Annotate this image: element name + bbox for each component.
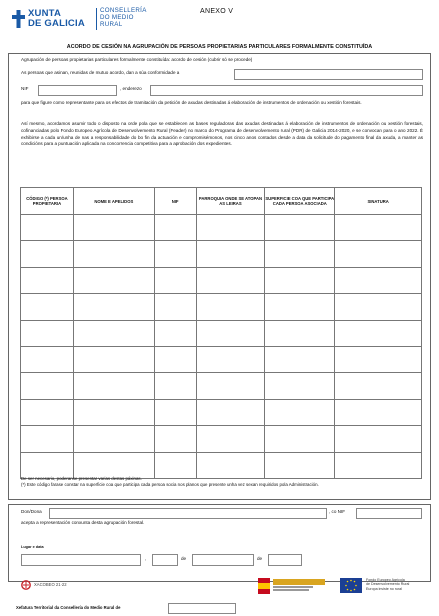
table-cell[interactable] <box>73 346 154 372</box>
col-header-name: NOME E APELIDOS <box>73 188 154 215</box>
logo-line2: DE GALICIA <box>28 18 85 29</box>
accept-text: acepta a representación conxunta desta agrupación forestal. <box>21 520 145 525</box>
date-sep2: de <box>181 556 187 561</box>
logo-line1: XUNTA <box>28 8 62 19</box>
table-cell[interactable] <box>265 215 335 241</box>
table-cell[interactable] <box>335 267 422 293</box>
table-row <box>21 452 422 478</box>
table-cell[interactable] <box>73 241 154 267</box>
table-cell[interactable] <box>154 267 196 293</box>
table-cell[interactable] <box>73 267 154 293</box>
intro-para1: para que figure como representante para os efectos de tramitación da petición de axudas destinadas á elaboración de instrumentos de ordenación ou xestión forestais. <box>21 100 362 105</box>
table-row <box>21 267 422 293</box>
date-sep1: , <box>145 556 147 561</box>
xacobeo-logo-icon <box>21 580 31 590</box>
note-line1: De ser necesario, poderanse presentar varias destas páxinas. <box>21 476 142 481</box>
representative-fullname-input[interactable] <box>49 508 327 519</box>
table-cell[interactable] <box>21 426 74 452</box>
eu-text <box>366 578 409 591</box>
don-dona-label: Don/Dona <box>21 509 42 514</box>
table-cell[interactable] <box>196 373 265 399</box>
note-line2: (*) Este código farase constar na superficie coa que participa cada persoa socia nos planos que presente unha vez sexan requiridos pola Administración. <box>21 482 319 487</box>
table-cell[interactable] <box>196 452 265 478</box>
col-header-surface: SUPERFICIE COA QUE PARTICIPA CADA PERSOA ASOCIADA <box>265 188 335 215</box>
table-cell[interactable] <box>196 399 265 425</box>
date-sep3: de <box>257 556 263 561</box>
rep-nif-label: , co NIF <box>329 509 346 514</box>
rep-nif-input[interactable] <box>356 508 422 519</box>
col-header-parish: PARROQUIA ONDE SE ATOPAN AS LEIRAS <box>196 188 265 215</box>
table-cell[interactable] <box>196 215 265 241</box>
dept-line2: DO MEDIO <box>100 14 134 21</box>
intro-line2: As persoas que asinan, reunidas de mutuo acordo, dan a súa conformidade a <box>21 70 180 75</box>
table-cell[interactable] <box>73 320 154 346</box>
table-cell[interactable] <box>21 320 74 346</box>
table-cell[interactable] <box>21 399 74 425</box>
table-cell[interactable] <box>73 426 154 452</box>
spain-emblem <box>258 578 270 594</box>
table-cell[interactable] <box>335 346 422 372</box>
annex-label: ANEXO V <box>200 8 234 15</box>
table-cell[interactable] <box>21 241 74 267</box>
table-cell[interactable] <box>21 373 74 399</box>
table-row <box>21 241 422 267</box>
table-cell[interactable] <box>154 373 196 399</box>
table-cell[interactable] <box>335 399 422 425</box>
table-row <box>21 346 422 372</box>
table-cell[interactable] <box>73 452 154 478</box>
address-label: , enderezo <box>120 86 142 91</box>
table-cell[interactable] <box>196 320 265 346</box>
table-cell[interactable] <box>154 426 196 452</box>
table-cell[interactable] <box>196 267 265 293</box>
logo-divider <box>96 8 97 30</box>
table-row <box>21 294 422 320</box>
intro-para2: Así mesmo, acordamos asumir todo o disposto na orde pola que se establecen as bases reguladoras das axudas destinadas á elaboración de instrumentos de ordenación ou xestión forestais, cofinanciadas polo Fondo Europeo Agrícola de Desenvolvemento Rural (Feader) no marco do Programa de desenvolvemento rural (PDR) de Galicia 2014-2020, e se convocan para o ano 2022. É exhibirse a cada un/unha de nas a responsabilidade do bo fin da actuación e compromisémonos, nos cinco anos contados desde a data da solicitude do pagamento final da axuda, a manter as condicións para a puntuación aplicada na concorrencia competitiva para a aprobación dos expedientes. <box>21 121 423 147</box>
table-cell[interactable] <box>265 373 335 399</box>
xunta-logo <box>12 8 114 30</box>
table-row <box>21 399 422 425</box>
table-cell[interactable] <box>335 426 422 452</box>
territorial-office-input[interactable] <box>168 603 236 614</box>
table-cell[interactable] <box>265 294 335 320</box>
dept-line1: CONSELLERÍA <box>100 7 147 14</box>
table-cell[interactable] <box>21 267 74 293</box>
table-cell[interactable] <box>265 267 335 293</box>
month-input[interactable] <box>192 554 254 566</box>
table-cell[interactable] <box>154 215 196 241</box>
table-cell[interactable] <box>196 241 265 267</box>
year-input[interactable] <box>268 554 302 566</box>
table-cell[interactable] <box>196 426 265 452</box>
xacobeo-text: XACOBEO 21·22 <box>34 582 67 587</box>
table-cell[interactable] <box>335 452 422 478</box>
table-cell[interactable] <box>335 241 422 267</box>
col-header-signature: SINATURA <box>335 188 422 215</box>
eu-stars-icon <box>340 578 362 593</box>
table-row <box>21 320 422 346</box>
table-cell[interactable] <box>265 346 335 372</box>
dept-line3: RURAL <box>100 21 123 28</box>
table-cell[interactable] <box>154 399 196 425</box>
table-cell[interactable] <box>265 426 335 452</box>
table-cell[interactable] <box>196 294 265 320</box>
territorial-office-label: Xefatura Territorial da Consellería do Medio Rural de <box>16 605 121 610</box>
eu-flag <box>340 578 362 593</box>
table-cell[interactable] <box>154 294 196 320</box>
place-date-label: Lugar e data <box>21 545 44 549</box>
table-cell[interactable] <box>73 373 154 399</box>
table-cell[interactable] <box>335 215 422 241</box>
table-cell[interactable] <box>73 399 154 425</box>
page-title: ACORDO DE CESIÓN NA AGRUPACIÓN DE PERSOAS PROPIETARIAS PARTICULARES FORMALMENTE CONSTITUÍDA <box>66 44 373 50</box>
table-cell[interactable] <box>154 241 196 267</box>
eu-text1: Fondo Europeo Agrícola <box>366 578 405 582</box>
table-cell[interactable] <box>265 452 335 478</box>
col-header-code: CÓDIGO (*) PERSOA PROPIETARIA <box>21 188 74 215</box>
table-cell[interactable] <box>21 452 74 478</box>
table-cell[interactable] <box>196 346 265 372</box>
cross-emblem-icon <box>12 10 25 28</box>
table-cell[interactable] <box>265 399 335 425</box>
table-cell[interactable] <box>21 346 74 372</box>
table-cell[interactable] <box>335 373 422 399</box>
owners-table <box>20 187 422 479</box>
table-row <box>21 373 422 399</box>
table-cell[interactable] <box>335 294 422 320</box>
ministry-logo <box>273 579 325 593</box>
table-row <box>21 215 422 241</box>
eu-text3: Europa inviste no rural <box>366 586 402 591</box>
place-input[interactable] <box>21 554 141 566</box>
intro-line1: Agrupación de persoas propietarias particulares formalmente constituída: acordo de cesión (cubrir só se procede) <box>21 57 253 62</box>
table-cell[interactable] <box>335 320 422 346</box>
nif-input[interactable] <box>38 85 117 96</box>
table-cell[interactable] <box>73 294 154 320</box>
table-cell[interactable] <box>21 215 74 241</box>
table-cell[interactable] <box>154 452 196 478</box>
representative-name-input[interactable] <box>234 69 423 80</box>
table-row <box>21 426 422 452</box>
nif-label: NIF <box>21 86 29 91</box>
table-cell[interactable] <box>154 346 196 372</box>
day-input[interactable] <box>152 554 178 566</box>
table-cell[interactable] <box>265 320 335 346</box>
table-cell[interactable] <box>73 215 154 241</box>
col-header-nif: NIF <box>154 188 196 215</box>
address-input[interactable] <box>150 85 423 96</box>
table-cell[interactable] <box>154 320 196 346</box>
eu-text2: de Desenvolvemento Rural <box>366 582 410 587</box>
table-cell[interactable] <box>21 294 74 320</box>
table-cell[interactable] <box>265 241 335 267</box>
